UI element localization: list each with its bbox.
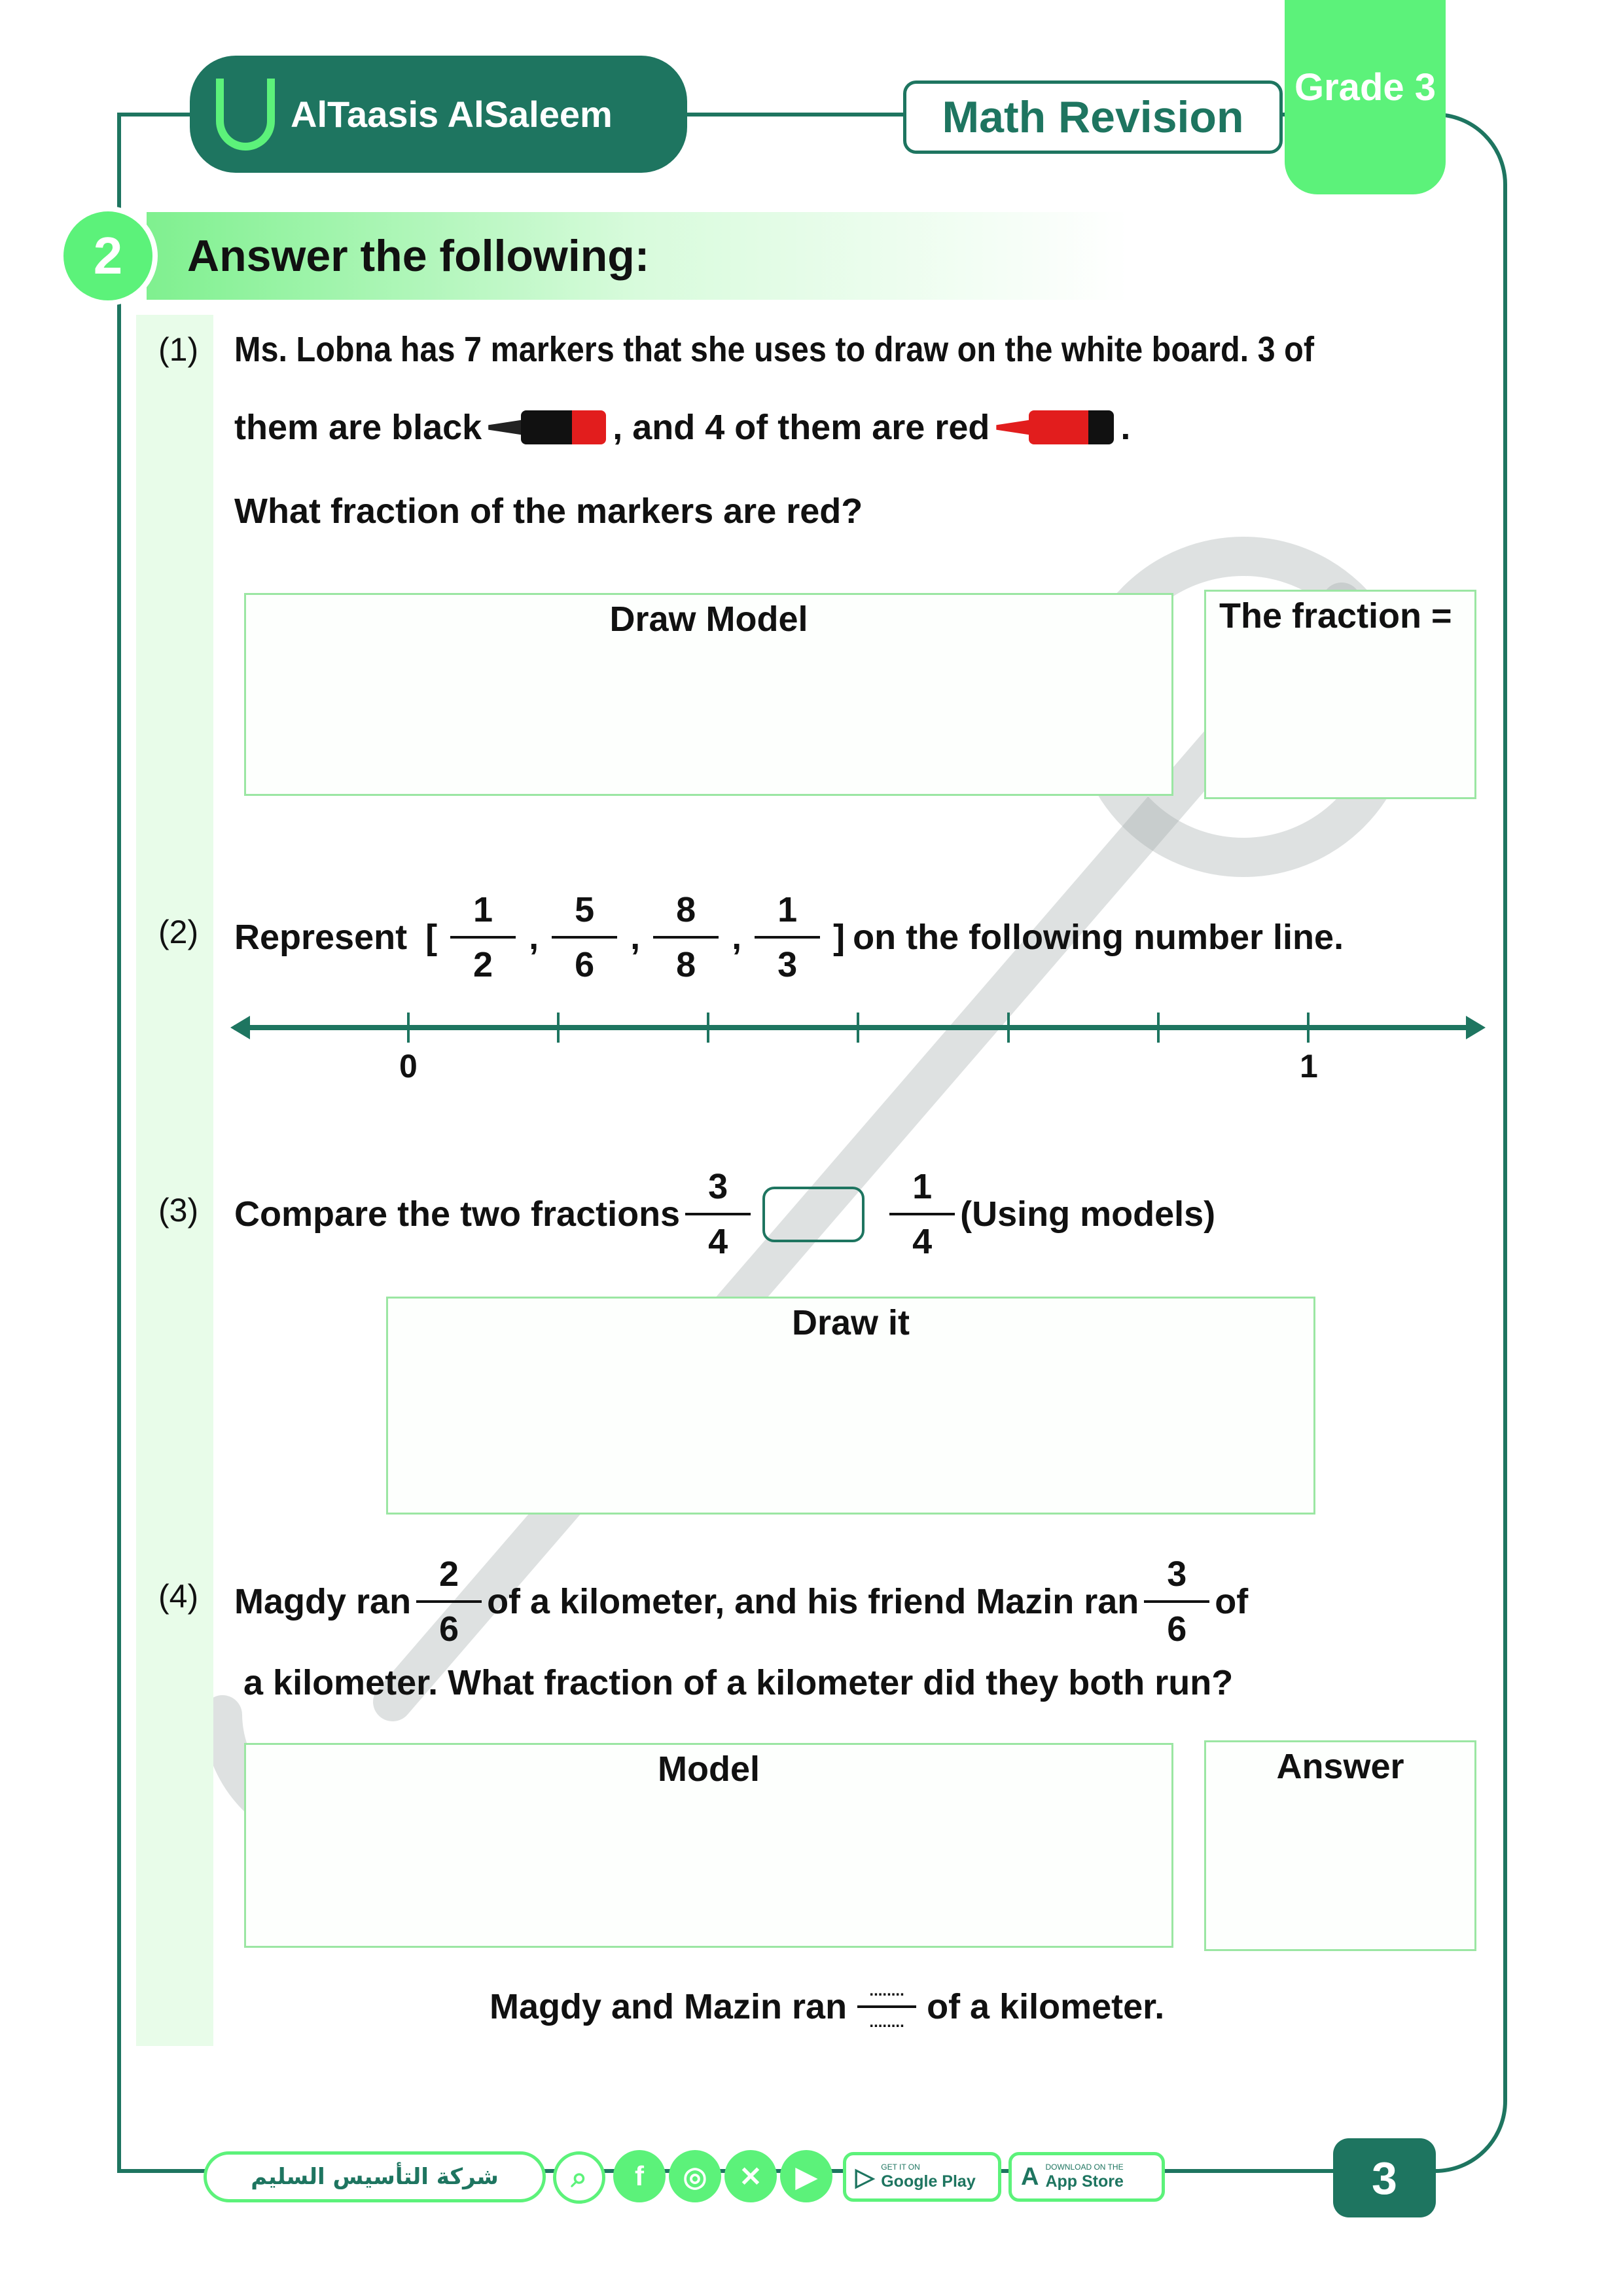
q2-suffix: on the following number line. <box>853 918 1344 957</box>
numerator: 1 <box>912 1167 933 1206</box>
youtube-icon[interactable]: ▶ <box>780 2150 832 2202</box>
q4-line2: a kilometer. What fraction of a kilometer did they both run? <box>243 1663 1234 1702</box>
q1-label: (1) <box>158 331 199 368</box>
tick <box>1307 1013 1310 1043</box>
box-label: Model <box>658 1749 760 1789</box>
q1-line2a: them are black <box>234 408 482 447</box>
google-label: Google Play <box>881 2172 976 2191</box>
model-box[interactable] <box>244 1743 1173 1948</box>
bracket-open: [ <box>425 918 438 957</box>
tick <box>1007 1013 1010 1043</box>
blank-denominator: ........ <box>857 2005 916 2037</box>
label-zero: 0 <box>399 1048 418 1085</box>
fraction <box>552 884 617 991</box>
denominator: 6 <box>1144 1600 1209 1655</box>
denominator: 4 <box>685 1213 751 1268</box>
grade-badge: Grade 3 <box>1285 0 1446 194</box>
denominator: 6 <box>416 1600 482 1655</box>
q4-label: (4) <box>158 1578 199 1615</box>
final-b: of a kilometer. <box>927 1987 1165 2026</box>
q4-c: of <box>1215 1582 1249 1621</box>
logo-text: AlTaasis AlSaleem <box>291 94 613 135</box>
q4-line1 <box>234 1548 1248 1655</box>
red-marker-icon <box>996 408 1114 447</box>
fraction <box>653 884 719 991</box>
q4-b: of a kilometer, and his friend Mazin ran <box>487 1582 1139 1621</box>
apple-small: DOWNLOAD ON THE <box>1045 2162 1124 2172</box>
fraction <box>450 884 516 991</box>
black-marker-icon <box>488 408 606 447</box>
tick <box>707 1013 709 1043</box>
final-a: Magdy and Mazin ran <box>490 1987 847 2026</box>
tick <box>407 1013 410 1043</box>
comma: , <box>529 918 539 957</box>
q2-prefix: Represent <box>234 918 408 957</box>
tick <box>557 1013 560 1043</box>
numerator: 1 <box>777 890 798 929</box>
page-title: Math Revision <box>903 81 1283 154</box>
denominator: 6 <box>552 936 617 991</box>
question-strip <box>136 315 213 2046</box>
denominator: 8 <box>653 936 719 991</box>
instagram-icon[interactable]: ◎ <box>669 2150 721 2202</box>
numerator: 5 <box>575 890 595 929</box>
bracket-close: ] <box>833 918 846 957</box>
facebook-icon[interactable]: f <box>613 2150 666 2202</box>
app-store-icon: A <box>1021 2162 1039 2191</box>
comma: , <box>630 918 641 957</box>
tick <box>1157 1013 1160 1043</box>
answer-box[interactable] <box>1204 1740 1476 1951</box>
q1-line3: What fraction of the markers are red? <box>234 492 863 531</box>
fraction <box>685 1160 751 1268</box>
q2-label: (2) <box>158 914 199 950</box>
arrow-left-icon <box>230 1016 250 1039</box>
company-name: شركة التأسيس السليم <box>204 2151 546 2202</box>
google-small: GET IT ON <box>881 2162 920 2172</box>
q2-text <box>234 884 1344 991</box>
box-label: Answer <box>1276 1747 1404 1786</box>
compare-input-box[interactable] <box>762 1187 865 1242</box>
q3-label: (3) <box>158 1192 199 1229</box>
q3-prefix: Compare the two fractions <box>234 1194 681 1234</box>
numerator: 3 <box>708 1167 728 1206</box>
fraction <box>1144 1548 1209 1655</box>
numerator: 3 <box>1167 1554 1187 1594</box>
label-one: 1 <box>1300 1048 1318 1085</box>
page-number: 3 <box>1333 2138 1436 2217</box>
q3-suffix: (Using models) <box>960 1194 1216 1234</box>
blank-numerator: ........ <box>869 1982 904 2000</box>
denominator: 2 <box>450 936 516 991</box>
q3-text <box>234 1160 1215 1268</box>
draw-model-box[interactable] <box>244 593 1173 796</box>
logo <box>190 56 687 173</box>
q1-period: . <box>1120 408 1131 447</box>
logo-icon <box>216 79 275 151</box>
arrow-right-icon <box>1466 1016 1486 1039</box>
numerator: 1 <box>473 890 493 929</box>
box-label: The fraction = <box>1219 596 1452 636</box>
fraction <box>889 1160 955 1268</box>
denominator: 3 <box>755 936 820 991</box>
play-icon: ▷ <box>855 2163 875 2191</box>
google-play-button[interactable] <box>843 2152 1001 2202</box>
fraction <box>755 884 820 991</box>
numerator: 2 <box>439 1554 459 1594</box>
draw-it-box[interactable] <box>386 1297 1315 1515</box>
section-title: Answer the following: <box>147 212 1128 300</box>
q1-line2b: , and 4 of them are red <box>613 408 990 447</box>
box-label: Draw it <box>791 1303 910 1342</box>
fraction-answer-box[interactable] <box>1204 590 1476 799</box>
x-icon[interactable]: ✕ <box>724 2150 777 2202</box>
app-store-button[interactable] <box>1008 2152 1165 2202</box>
tick <box>857 1013 859 1043</box>
section-number: 2 <box>58 206 158 306</box>
q4-a: Magdy ran <box>234 1582 412 1621</box>
box-label: Draw Model <box>609 600 808 639</box>
search-icon[interactable]: ⌕ <box>553 2151 605 2204</box>
q4-final <box>490 1977 1164 2037</box>
apple-label: App Store <box>1045 2172 1124 2191</box>
q1-line2 <box>234 407 1130 448</box>
q1-line1: Ms. Lobna has 7 markers that she uses to draw on the white board. 3 of <box>234 330 1315 369</box>
numerator: 8 <box>676 890 696 929</box>
comma: , <box>732 918 742 957</box>
denominator: 4 <box>889 1213 955 1268</box>
blank-fraction[interactable] <box>857 1977 916 2037</box>
fraction <box>416 1548 482 1655</box>
